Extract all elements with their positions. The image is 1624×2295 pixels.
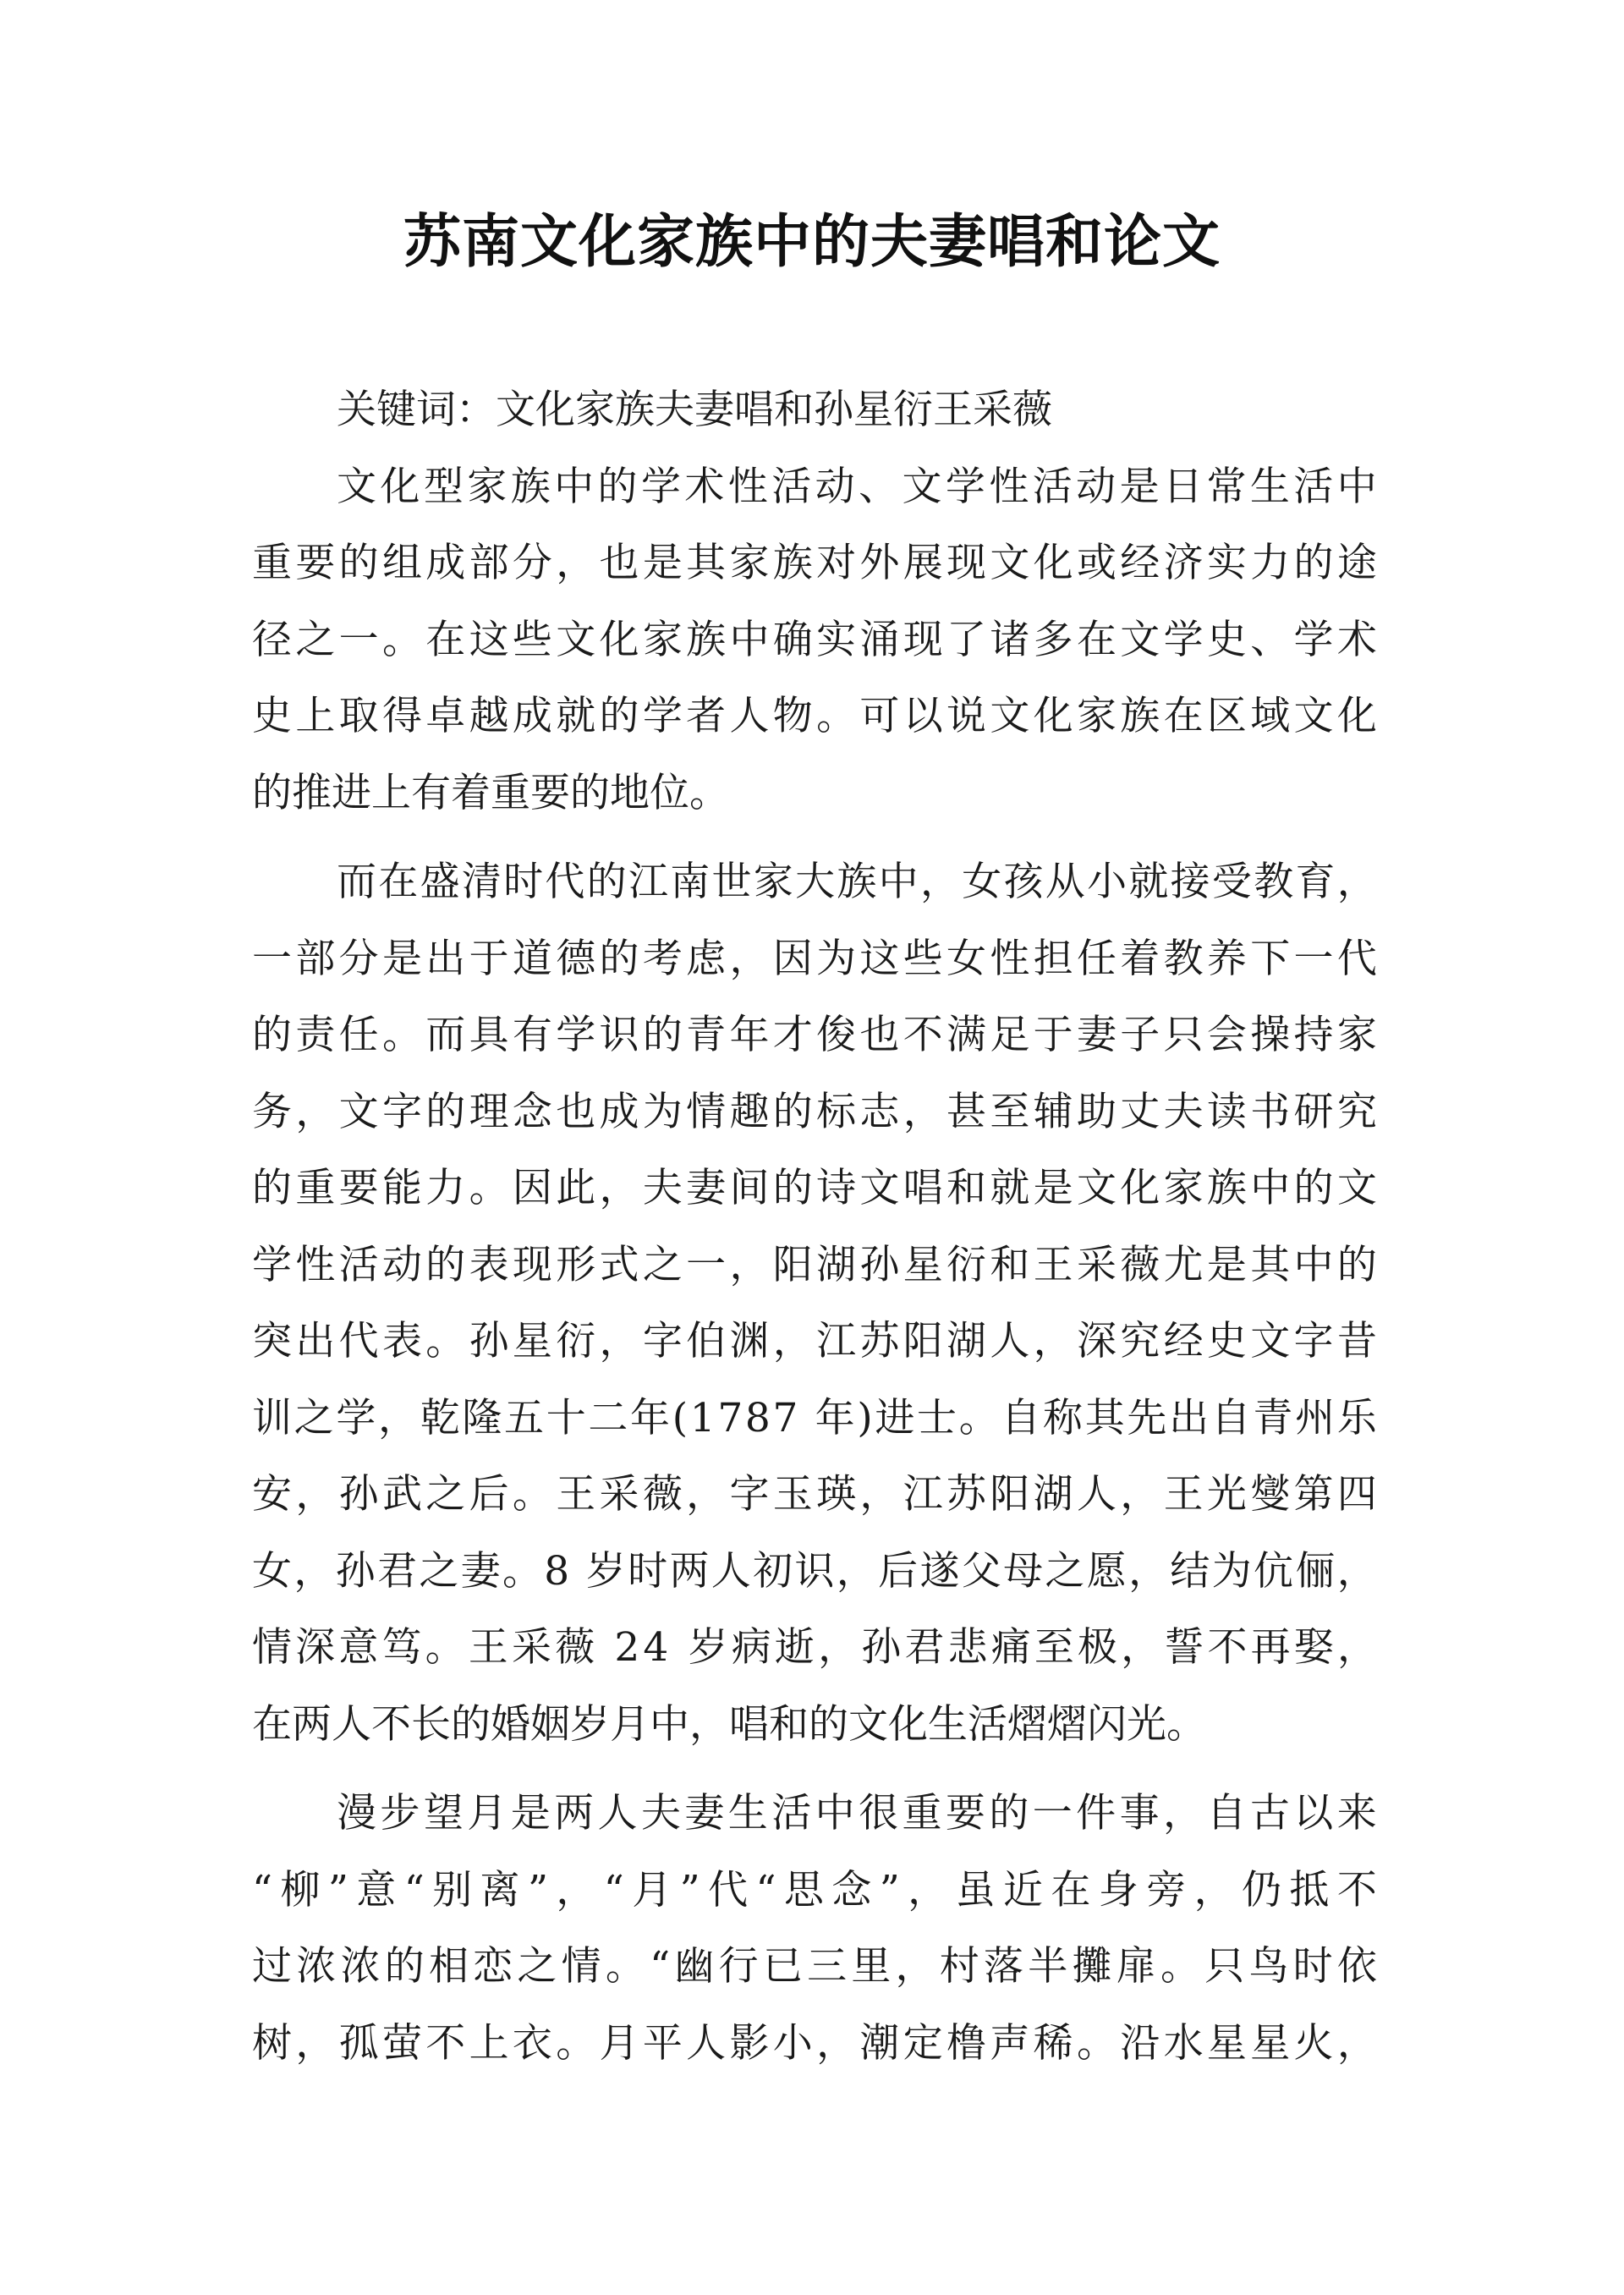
paragraph-line: 训 之 学 ， 乾 隆 五 十 二 年 ( 1 7 8 7 年 ) 进 士 。 自 称 其 先 出 自 青 州 乐 [252, 1394, 1377, 1441]
paragraph-line: 在两人不长的婚姻岁月中，唱和的文化生活熠熠闪光。 [252, 1700, 1206, 1748]
paragraph-line: 树 ， 孤 萤 不 上 衣 。 月 平 人 影 小 ， 潮 定 橹 声 稀 。 沿 水 星 星 火 ， [252, 2019, 1377, 2067]
paragraph-line: 安 ， 孙 武 之 后 。 王 采 薇 ， 字 玉 瑛 ， 江 苏 阳 湖 人 ， 王 光 燮 第 四 [252, 1471, 1377, 1518]
document-body [252, 372, 1377, 2082]
paragraph-line: 情 深 意 笃 。 王 采 薇 2 4 岁 病 逝 ， 孙 君 悲 痛 至 极 ， 誓 不 再 娶 ， [252, 1624, 1377, 1671]
paragraph-line: 的 责 任 。 而 具 有 学 识 的 青 年 才 俊 也 不 满 足 于 妻 子 只 会 操 持 家 [252, 1012, 1377, 1058]
paragraph-line: “ 柳 ” 意 “ 别 离 ” ， “ 月 ” 代 “ 思 念 ” ， 虽 近 在 身 旁 ， 仍 抵 不 [252, 1866, 1377, 1913]
paragraph-line: 重 要 的 组 成 部 分 ， 也 是 其 家 族 对 外 展 现 文 化 或 经 济 实 力 的 途 [252, 540, 1377, 586]
paragraph-line: 的推进上有着重要的地位。 [252, 769, 729, 816]
paragraph-line: 女 ， 孙 君 之 妻 。 8 岁 时 两 人 初 识 ， 后 遂 父 母 之 愿 ， 结 为 伉 俪 ， [252, 1547, 1377, 1595]
keywords-line: 关键词：文化家族夫妻唱和孙星衍王采薇 [337, 387, 1052, 433]
document-title: 苏南文化家族中的夫妻唱和论文 [403, 208, 1221, 276]
paragraph-line: 突 出 代 表 。 孙 星 衍 ， 字 伯 渊 ， 江 苏 阳 湖 人 ， 深 究 经 史 文 字 昔 [252, 1318, 1377, 1364]
paragraph-line: 学 性 活 动 的 表 现 形 式 之 一 ， 阳 湖 孙 星 衍 和 王 采 薇 尤 是 其 中 的 [252, 1241, 1377, 1288]
paragraph-line: 径 之 一 。 在 这 些 文 化 家 族 中 确 实 涌 现 了 诸 多 在 文 学 史 、 学 术 [252, 616, 1377, 663]
paragraph-line: 务 ， 文 字 的 理 念 也 成 为 情 趣 的 标 志 ， 甚 至 辅 助 丈 夫 读 书 研 究 [252, 1088, 1377, 1135]
paragraph-line: 史 上 取 得 卓 越 成 就 的 学 者 人 物 。 可 以 说 文 化 家 族 在 区 域 文 化 [252, 693, 1377, 739]
paragraph-line: 文 化 型 家 族 中 的 学 术 性 活 动 、 文 学 性 活 动 是 日 常 生 活 中 [337, 463, 1377, 510]
paragraph-line: 一 部 分 是 出 于 道 德 的 考 虑 ， 因 为 这 些 女 性 担 任 着 教 养 下 一 代 [252, 935, 1377, 982]
paragraph-line: 过 浓 浓 的 相 恋 之 情 。 “ 幽 行 已 三 里 ， 村 落 半 攤 扉 。 只 鸟 时 依 [252, 1943, 1377, 1990]
paragraph-line: 的 重 要 能 力 。 因 此 ， 夫 妻 间 的 诗 文 唱 和 就 是 文 化 家 族 中 的 文 [252, 1165, 1377, 1211]
paragraph-line: 漫 步 望 月 是 两 人 夫 妻 生 活 中 很 重 要 的 一 件 事 ， 自 古 以 来 [337, 1790, 1377, 1837]
paragraph-line: 而 在 盛 清 时 代 的 江 南 世 家 大 族 中 ， 女 孩 从 小 就 接 受 教 育 ， [337, 859, 1377, 905]
